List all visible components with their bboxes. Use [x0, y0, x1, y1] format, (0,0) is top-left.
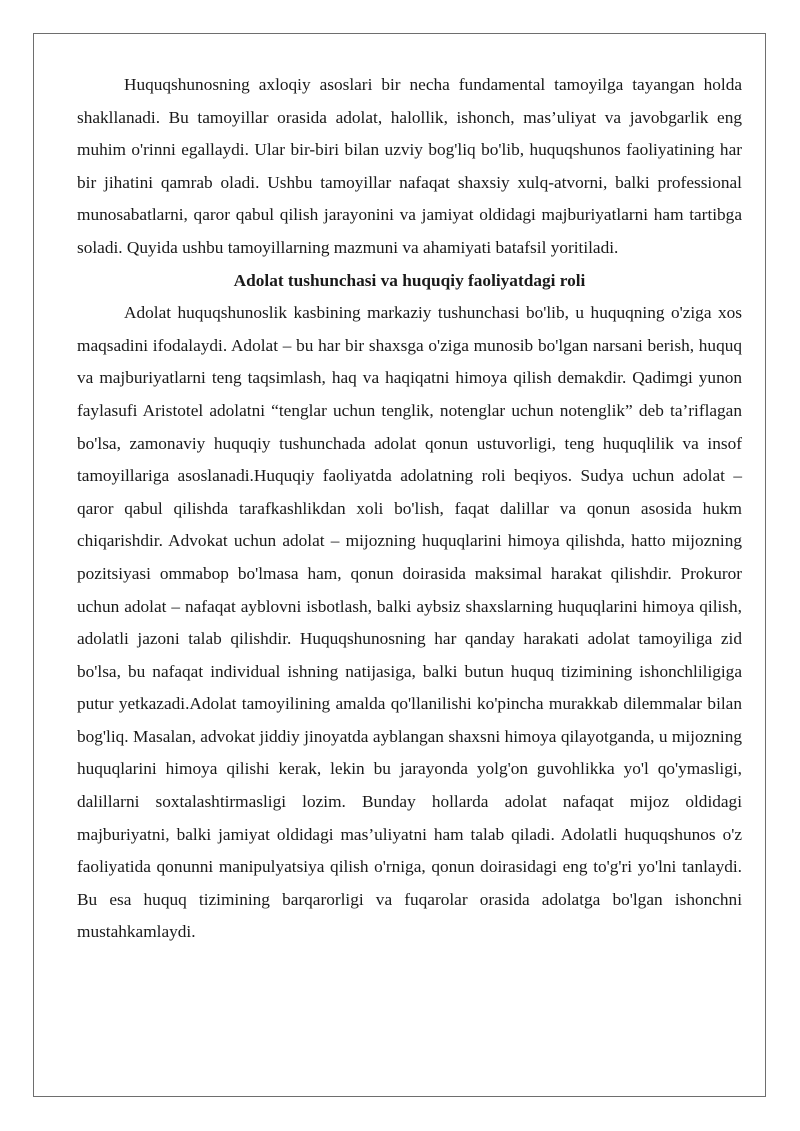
document-body — [77, 69, 742, 949]
body-paragraph: Adolat huquqshunoslik kasbining markaziy tushunchasi bo'lib, u huquqning o'ziga xos maqsadini ifodalaydi. Adolat – bu har bir shaxsga o'ziga munosib bo'lgan narsani berish, huquq va majburiyatlarni teng taqsimlash, haq va haqiqatni himoya qilish demakdir. Qadimgi yunon faylasufi Aristotel adolatni “tenglar uchun tenglik, notenglar uchun notenglik” deb ta’riflagan bo'lsa, zamonaviy huquqiy tushunchada adolat qonun ustuvorligi, teng huquqlilik va insof tamoyillariga asoslanadi.Huquqiy faoliyatda adolatning roli beqiyos. Sudya uchun adolat – qaror qabul qilishda tarafkashlikdan xoli bo'lish, faqat dalillar va qonun asosida hukm chiqarishdir. Advokat uchun adolat – mijozning huquqlarini himoya qilishda, hatto mijozning pozitsiyasi ommabop bo'lmasa ham, qonun doirasida maksimal harakat qilishdir. Prokuror uchun adolat – nafaqat ayblovni isbotlash, balki aybsiz shaxslarning huquqlarini himoya qilish, adolatli jazoni talab qilishdir. Huquqshunosning har qanday harakati adolat tamoyiliga zid bo'lsa, bu nafaqat individual ishning natijasiga, balki butun huquq tizimining ishonchliligiga putur yetkazadi.Adolat tamoyilining amalda qo'llanilishi ko'pincha murakkab dilemmalar bilan bog'liq. Masalan, advokat jiddiy jinoyatda ayblangan shaxsni himoya qilayotganda, u mijozning huquqlarini himoya qilishi kerak, lekin bu jarayonda yolg'on guvohlikka yo'l qo'ymasligi, dalillarni soxtalashtirmasligi lozim. Bunday hollarda adolat nafaqat mijoz oldidagi majburiyatni, balki jamiyat oldidagi mas’uliyatni ham talab qiladi. Adolatli huquqshunos o'z faoliyatida qonunni manipulyatsiya qilish o'rniga, qonun doirasidagi eng to'g'ri yo'lni tanlaydi. Bu esa huquq tizimining barqarorligi va fuqarolar orasida adolatga bo'lgan ishonchni mustahkamlaydi. — [77, 303, 742, 942]
intro-paragraph: Huquqshunosning axloqiy asoslari bir necha fundamental tamoyilga tayangan holda shakllanadi. Bu tamoyillar orasida adolat, halollik, ishonch, mas’uliyat va javobgarlik eng muhim o'rinni egallaydi. Ular bir-biri bilan uzviy bog'liq bo'lib, huquqshunos faoliyatining har bir jihatini qamrab oladi. Ushbu tamoyillar nafaqat shaxsiy xulq-atvorni, balki professional munosabatlarni, qaror qabul qilish jarayonini va jamiyat oldidagi majburiyatlarni ham tartibga soladi. Quyida ushbu tamoyillarning mazmuni va ahamiyati batafsil yoritiladi. — [77, 75, 742, 257]
section-heading: Adolat tushunchasi va huquqiy faoliyatdagi roli — [233, 270, 586, 290]
